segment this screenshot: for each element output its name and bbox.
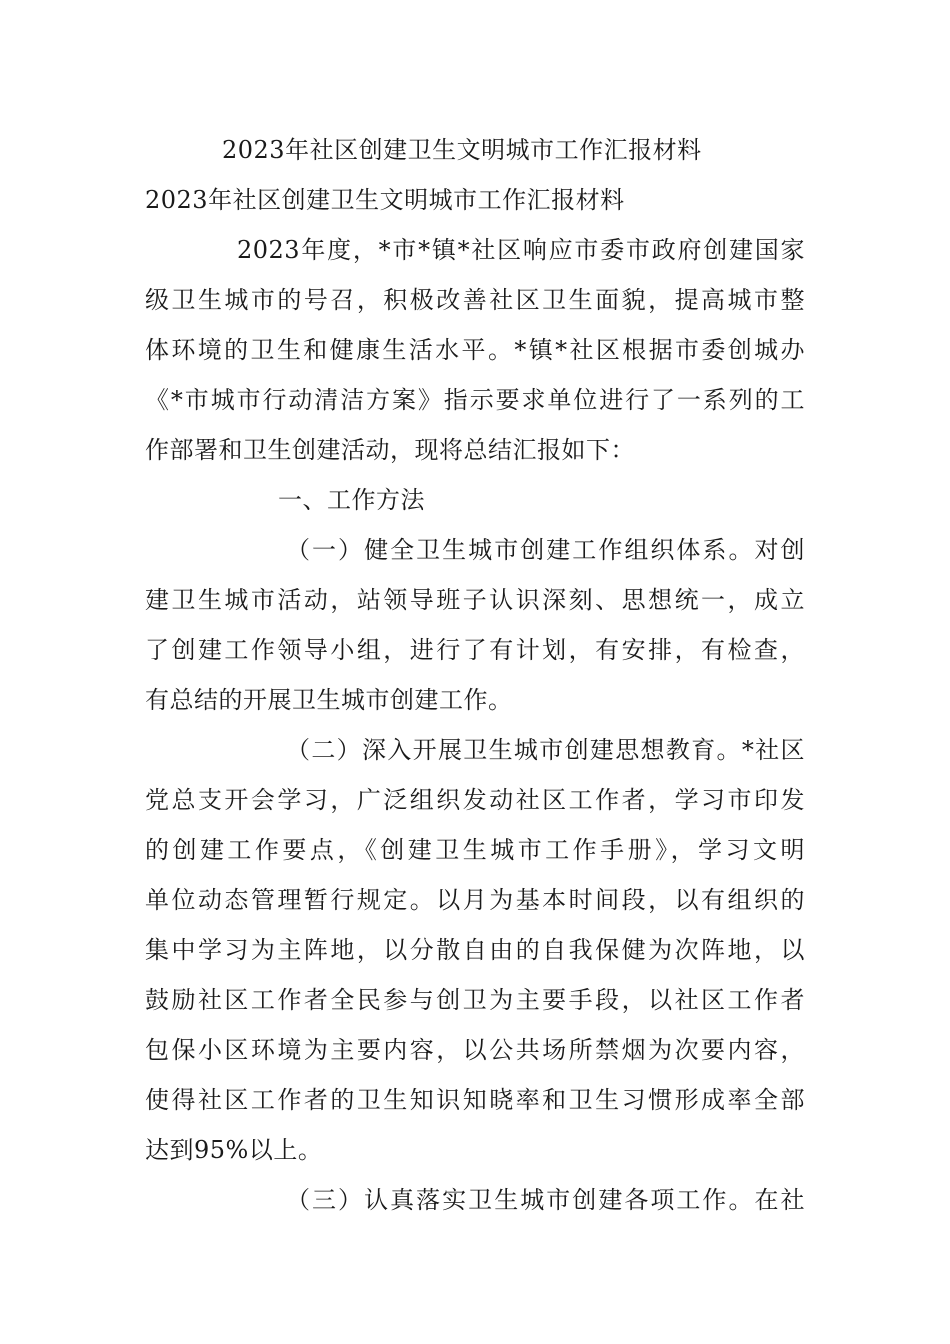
paragraph-line: 的创建工作要点，《创建卫生城市工作手册》，学习文明: [145, 836, 805, 864]
paragraph-line: （二）深入开展卫生城市创建思想教育。*社区: [286, 736, 805, 764]
paragraph-line: 《*市城市行动清洁方案》指示要求单位进行了一系列的工: [145, 386, 805, 414]
paragraph-line: 体环境的卫生和健康生活水平。*镇*社区根据市委创城办: [145, 336, 805, 364]
document-title-centered: 2023年社区创建卫生文明城市工作汇报材料: [222, 136, 702, 164]
document-title-repeat: 2023年社区创建卫生文明城市工作汇报材料: [145, 186, 625, 214]
paragraph-line: 使得社区工作者的卫生知识知晓率和卫生习惯形成率全部: [145, 1086, 805, 1114]
paragraph-line: 单位动态管理暂行规定。以月为基本时间段，以有组织的: [145, 886, 805, 914]
paragraph-line: 了创建工作领导小组，进行了有计划，有安排，有检查，: [145, 636, 805, 664]
paragraph-line: 集中学习为主阵地，以分散自由的自我保健为次阵地，以: [145, 936, 805, 964]
paragraph-line: 建卫生城市活动，站领导班子认识深刻、思想统一，成立: [145, 586, 805, 614]
paragraph-line: 包保小区环境为主要内容，以公共场所禁烟为次要内容，: [145, 1036, 805, 1064]
paragraph-line: 有总结的开展卫生城市创建工作。: [145, 686, 513, 714]
paragraph-line: 达到95%以上。: [145, 1136, 323, 1164]
section-heading: 一、工作方法: [278, 486, 425, 514]
paragraph-line: （三）认真落实卫生城市创建各项工作。在社: [286, 1186, 805, 1214]
paragraph-line: 鼓励社区工作者全民参与创卫为主要手段，以社区工作者: [145, 986, 805, 1014]
paragraph-line: 级卫生城市的号召，积极改善社区卫生面貌，提高城市整: [145, 286, 805, 314]
paragraph-line: （一）健全卫生城市创建工作组织体系。对创: [286, 536, 805, 564]
paragraph-line: 作部署和卫生创建活动，现将总结汇报如下：: [145, 436, 635, 464]
paragraph-line: 党总支开会学习，广泛组织发动社区工作者，学习市印发: [145, 786, 805, 814]
paragraph-line: 2023年度，*市*镇*社区响应市委市政府创建国家: [237, 236, 805, 264]
